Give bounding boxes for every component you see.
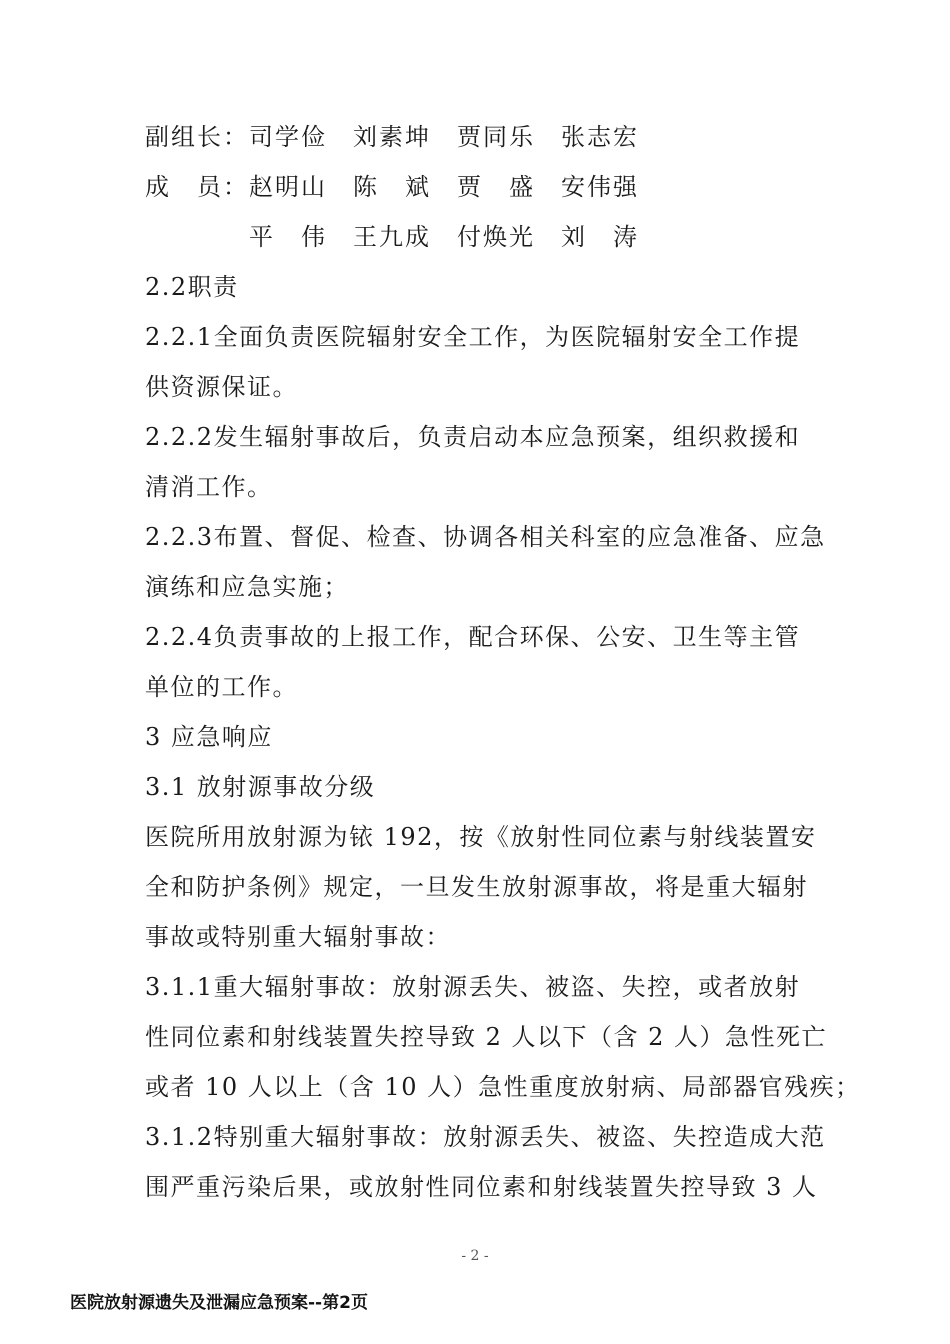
paragraph-2-2-1-cont: 供资源保证。	[145, 373, 298, 401]
paragraph-2-2-2: 2.2.2发生辐射事故后，负责启动本应急预案，组织救援和	[145, 423, 801, 451]
paragraph-3-1-2-cont: 围严重污染后果，或放射性同位素和射线装置失控导致 3 人	[145, 1173, 818, 1201]
paragraph-3-1-2: 3.1.2特别重大辐射事故：放射源丢失、被盗、失控造成大范	[145, 1123, 826, 1151]
members-line: 成 员：赵明山 陈 斌 贾 盛 安伟强	[145, 173, 639, 201]
paragraph-2-2-3-cont: 演练和应急实施；	[145, 573, 349, 601]
paragraph-3-1-cont-2: 事故或特别重大辐射事故：	[145, 923, 451, 951]
section-heading-3: 3 应急响应	[145, 723, 273, 751]
section-heading-2-2: 2.2职责	[145, 273, 239, 301]
members-line-continued: 平 伟 王九成 付焕光 刘 涛	[249, 223, 639, 251]
section-heading-3-1: 3.1 放射源事故分级	[145, 773, 376, 801]
footer-caption: 医院放射源遗失及泄漏应急预案--第2页	[70, 1293, 368, 1313]
paragraph-3-1-1-cont-2: 或者 10 人以上（含 10 人）急性重度放射病、局部器官残疾；	[145, 1073, 861, 1101]
paragraph-2-2-4: 2.2.4负责事故的上报工作，配合环保、公安、卫生等主管	[145, 623, 801, 651]
paragraph-2-2-3: 2.2.3布置、督促、检查、协调各相关科室的应急准备、应急	[145, 523, 826, 551]
paragraph-2-2-1: 2.2.1全面负责医院辐射安全工作，为医院辐射安全工作提	[145, 323, 801, 351]
paragraph-3-1-1-cont-1: 性同位素和射线装置失控导致 2 人以下（含 2 人）急性死亡	[145, 1023, 828, 1051]
document-body	[145, 112, 861, 1212]
paragraph-3-1-cont-1: 全和防护条例》规定，一旦发生放射源事故，将是重大辐射	[145, 873, 808, 901]
paragraph-3-1: 医院所用放射源为铱 192，按《放射性同位素与射线装置安	[145, 823, 817, 851]
paragraph-3-1-1: 3.1.1重大辐射事故：放射源丢失、被盗、失控，或者放射	[145, 973, 801, 1001]
page-number: - 2 -	[461, 1248, 489, 1264]
paragraph-2-2-2-cont: 清消工作。	[145, 473, 273, 501]
deputy-leaders-line: 副组长：司学俭 刘素坤 贾同乐 张志宏	[145, 123, 639, 151]
paragraph-2-2-4-cont: 单位的工作。	[145, 673, 298, 701]
